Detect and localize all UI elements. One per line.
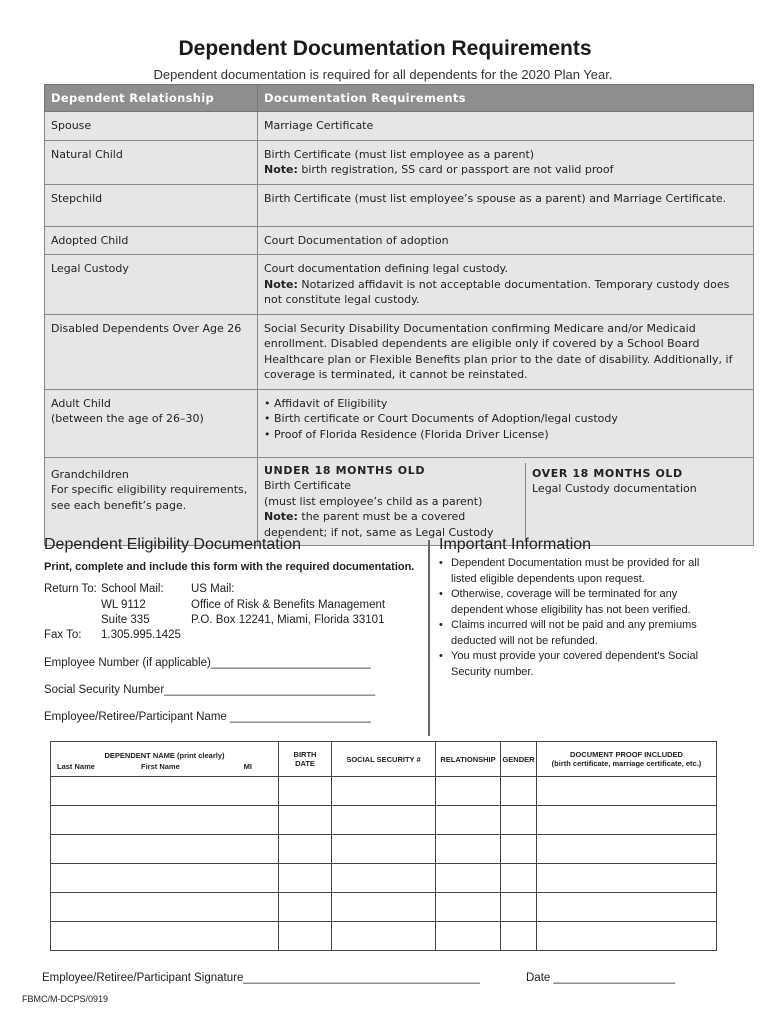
table-cell[interactable] — [332, 777, 436, 806]
row-disabled-dependents — [45, 314, 754, 389]
documentation-cell: Birth Certificate (must list employee’s spouse as a parent) and Marriage Certificate. — [258, 184, 754, 226]
relationship-cell: Adopted Child — [45, 226, 258, 255]
relationship-header: RELATIONSHIP — [436, 742, 501, 777]
table-cell[interactable] — [332, 893, 436, 922]
signature-field[interactable]: Employee/Retiree/Participant Signature_____________________________________ — [42, 972, 481, 984]
row-legal-custody — [45, 255, 754, 315]
adult-child-list — [264, 396, 747, 443]
school-mail-line1: WL 9112 — [101, 598, 146, 611]
list-item: • Dependent Documentation must be provided for all listed eligible dependents upon request. — [439, 556, 719, 587]
table-cell[interactable] — [279, 777, 332, 806]
table-cell[interactable] — [537, 893, 717, 922]
participant-name-field[interactable]: Employee/Retiree/Participant Name ______________________ — [44, 711, 371, 723]
requirements-table — [44, 84, 754, 546]
date-label: Date — [526, 972, 551, 984]
relationship-sublabel: (between the age of 26–30) — [51, 412, 204, 425]
table-row — [51, 864, 717, 893]
table-row — [51, 806, 717, 835]
col-relationship-header: Dependent Relationship — [45, 85, 258, 112]
table-cell[interactable] — [279, 806, 332, 835]
note-label: Note: — [264, 277, 298, 291]
relationship-cell — [45, 389, 258, 457]
first-name-label: First Name — [141, 762, 180, 771]
row-adult-child — [45, 389, 754, 457]
school-mail-block — [101, 582, 164, 629]
signature-label: Employee/Retiree/Participant Signature — [42, 972, 244, 984]
list-item: • Affidavit of Eligibility — [264, 396, 747, 412]
table-cell[interactable] — [537, 806, 717, 835]
fax-label: Fax To: — [44, 629, 82, 641]
relationship-label: Grandchildren — [51, 467, 129, 481]
table-cell[interactable] — [501, 864, 537, 893]
table-cell[interactable] — [436, 806, 501, 835]
note-text: birth registration, SS card or passport are not valid proof — [301, 163, 614, 176]
row-adopted-child — [45, 226, 754, 255]
table-cell[interactable] — [501, 806, 537, 835]
table-cell[interactable] — [436, 893, 501, 922]
relationship-cell: Natural Child — [45, 140, 258, 184]
table-cell[interactable] — [501, 835, 537, 864]
table-cell[interactable] — [51, 893, 279, 922]
table-cell[interactable] — [436, 835, 501, 864]
relationship-cell: Disabled Dependents Over Age 26 — [45, 314, 258, 389]
row-natural-child — [45, 140, 754, 184]
table-cell[interactable] — [501, 777, 537, 806]
ssn-label: Social Security Number — [44, 684, 165, 696]
relationship-cell: Legal Custody — [45, 255, 258, 315]
table-cell[interactable] — [51, 835, 279, 864]
table-cell[interactable] — [51, 864, 279, 893]
eligibility-instruction: Print, complete and include this form with the required documentation. — [44, 561, 415, 573]
page-title: Dependent Documentation Requirements — [178, 37, 592, 60]
birth-date-header — [279, 742, 332, 777]
form-code: FBMC/M-DCPS/0919 — [22, 994, 109, 1004]
document-proof-header — [537, 742, 717, 777]
relationship-cell: Spouse — [45, 112, 258, 141]
documentation-cell: Marriage Certificate — [258, 112, 754, 141]
col-documentation-header: Documentation Requirements — [258, 85, 754, 112]
eligibility-title: Dependent Eligibility Documentation — [44, 536, 302, 553]
table-cell[interactable] — [537, 922, 717, 951]
important-list — [439, 556, 719, 680]
ssn-field[interactable]: Social Security Number_________________________________ — [44, 684, 376, 696]
documentation-cell — [258, 457, 754, 546]
table-row — [51, 835, 717, 864]
participant-name-label: Employee/Retiree/Participant Name — [44, 711, 227, 723]
relationship-label: Adult Child — [51, 396, 111, 410]
row-grandchildren — [45, 457, 754, 546]
under-18-doc: Birth Certificate — [264, 479, 352, 492]
table-cell[interactable] — [51, 777, 279, 806]
birth-label: BIRTH — [293, 750, 317, 759]
mi-label: MI — [243, 762, 252, 771]
list-item: • Otherwise, coverage will be terminated for any dependent whose eligibility has not been verified. — [439, 587, 719, 618]
table-row — [51, 922, 717, 951]
school-mail-label: School Mail: — [101, 583, 164, 595]
section-divider — [428, 540, 430, 736]
row-stepchild — [45, 184, 754, 226]
table-cell[interactable] — [332, 806, 436, 835]
row-spouse — [45, 112, 754, 141]
relationship-cell: Stepchild — [45, 184, 258, 226]
documentation-cell — [258, 140, 754, 184]
note-label: Note: — [264, 510, 298, 523]
relationship-cell — [45, 457, 258, 546]
list-item: • Claims incurred will not be paid and any premiums deducted will not be refunded. — [439, 618, 719, 649]
gender-header: GENDER — [501, 742, 537, 777]
table-cell[interactable] — [537, 835, 717, 864]
employee-number-field[interactable]: Employee Number (if applicable)_________________________ — [44, 657, 371, 669]
us-mail-line2: P.O. Box 12241, Miami, Florida 33101 — [191, 614, 385, 626]
name-header-label: DEPENDENT NAME (print clearly) — [104, 751, 225, 760]
documentation-cell: Social Security Disability Documentation confirming Medicare and/or Medicaid enrollment. Disabled dependents are eligible only if covered by a School Board Healthcare plan or Flexible Benefits plan prior to the date of disability. Additionally, if coverage is terminated, it cannot be reinstated. — [258, 314, 754, 389]
over-18-months — [526, 463, 753, 541]
table-cell[interactable] — [501, 893, 537, 922]
table-row — [51, 777, 717, 806]
school-mail-line2: Suite 335 — [101, 614, 150, 626]
table-cell[interactable] — [279, 922, 332, 951]
doc-note — [264, 277, 747, 308]
dependent-entry-table — [50, 741, 717, 951]
date-label: DATE — [295, 759, 315, 768]
doc-text: Court documentation defining legal custody. — [264, 262, 508, 275]
table-cell[interactable] — [51, 922, 279, 951]
note-text: Notarized affidavit is not acceptable documentation. Temporary custody does not constitute legal custody. — [264, 277, 730, 306]
under-18-heading: UNDER 18 MONTHS OLD — [264, 463, 426, 477]
list-item: • Birth certificate or Court Documents of Adoption/legal custody — [264, 411, 747, 427]
note-text: the parent must be a covered dependent; if not, same as Legal Custody — [264, 510, 494, 539]
us-mail-label: US Mail: — [191, 583, 235, 595]
over-18-heading: OVER 18 MONTHS OLD — [532, 466, 683, 480]
last-name-label: Last Name — [57, 762, 95, 771]
fax-number: 1.305.995.1425 — [101, 629, 181, 641]
table-row — [51, 893, 717, 922]
table-cell[interactable] — [436, 777, 501, 806]
us-mail-block — [191, 582, 385, 629]
table-cell[interactable] — [537, 777, 717, 806]
table-cell[interactable] — [332, 922, 436, 951]
table-cell[interactable] — [279, 893, 332, 922]
table-cell[interactable] — [436, 922, 501, 951]
list-item: • Proof of Florida Residence (Florida Driver License) — [264, 427, 747, 443]
documentation-cell — [258, 255, 754, 315]
return-to-label: Return To: — [44, 583, 97, 595]
table-cell[interactable] — [51, 806, 279, 835]
employee-number-label: Employee Number (if applicable) — [44, 657, 211, 669]
doc-text: Birth Certificate (must list employee as a parent) — [264, 147, 535, 161]
note-label: Note: — [264, 163, 298, 176]
table-cell[interactable] — [279, 864, 332, 893]
over-18-doc: Legal Custody documentation — [532, 482, 697, 495]
proof-label: DOCUMENT PROOF INCLUDED — [570, 750, 683, 759]
under-18-doc-detail: (must list employee’s child as a parent) — [264, 494, 483, 508]
doc-note — [264, 162, 747, 178]
under-18-months — [264, 463, 526, 541]
page-subtitle: Dependent documentation is required for all dependents for the 2020 Plan Year. — [153, 67, 613, 82]
table-cell[interactable] — [537, 864, 717, 893]
relationship-sublabel: For specific eligibility requirements, see each benefit’s page. — [51, 483, 248, 512]
table-cell[interactable] — [332, 864, 436, 893]
dependent-name-header — [51, 742, 279, 777]
ssn-header: SOCIAL SECURITY # — [332, 742, 436, 777]
list-item: • You must provide your covered dependent’s Social Security number. — [439, 649, 719, 680]
documentation-cell: Court Documentation of adoption — [258, 226, 754, 255]
proof-sublabel: (birth certificate, marriage certificate, etc.) — [551, 759, 702, 768]
us-mail-line1: Office of Risk & Benefits Management — [191, 598, 386, 611]
table-cell[interactable] — [501, 922, 537, 951]
table-cell[interactable] — [332, 835, 436, 864]
documentation-cell — [258, 389, 754, 457]
table-cell[interactable] — [436, 864, 501, 893]
date-field[interactable]: Date ___________________ — [526, 972, 676, 984]
important-title: Important Information — [439, 536, 592, 553]
table-cell[interactable] — [279, 835, 332, 864]
